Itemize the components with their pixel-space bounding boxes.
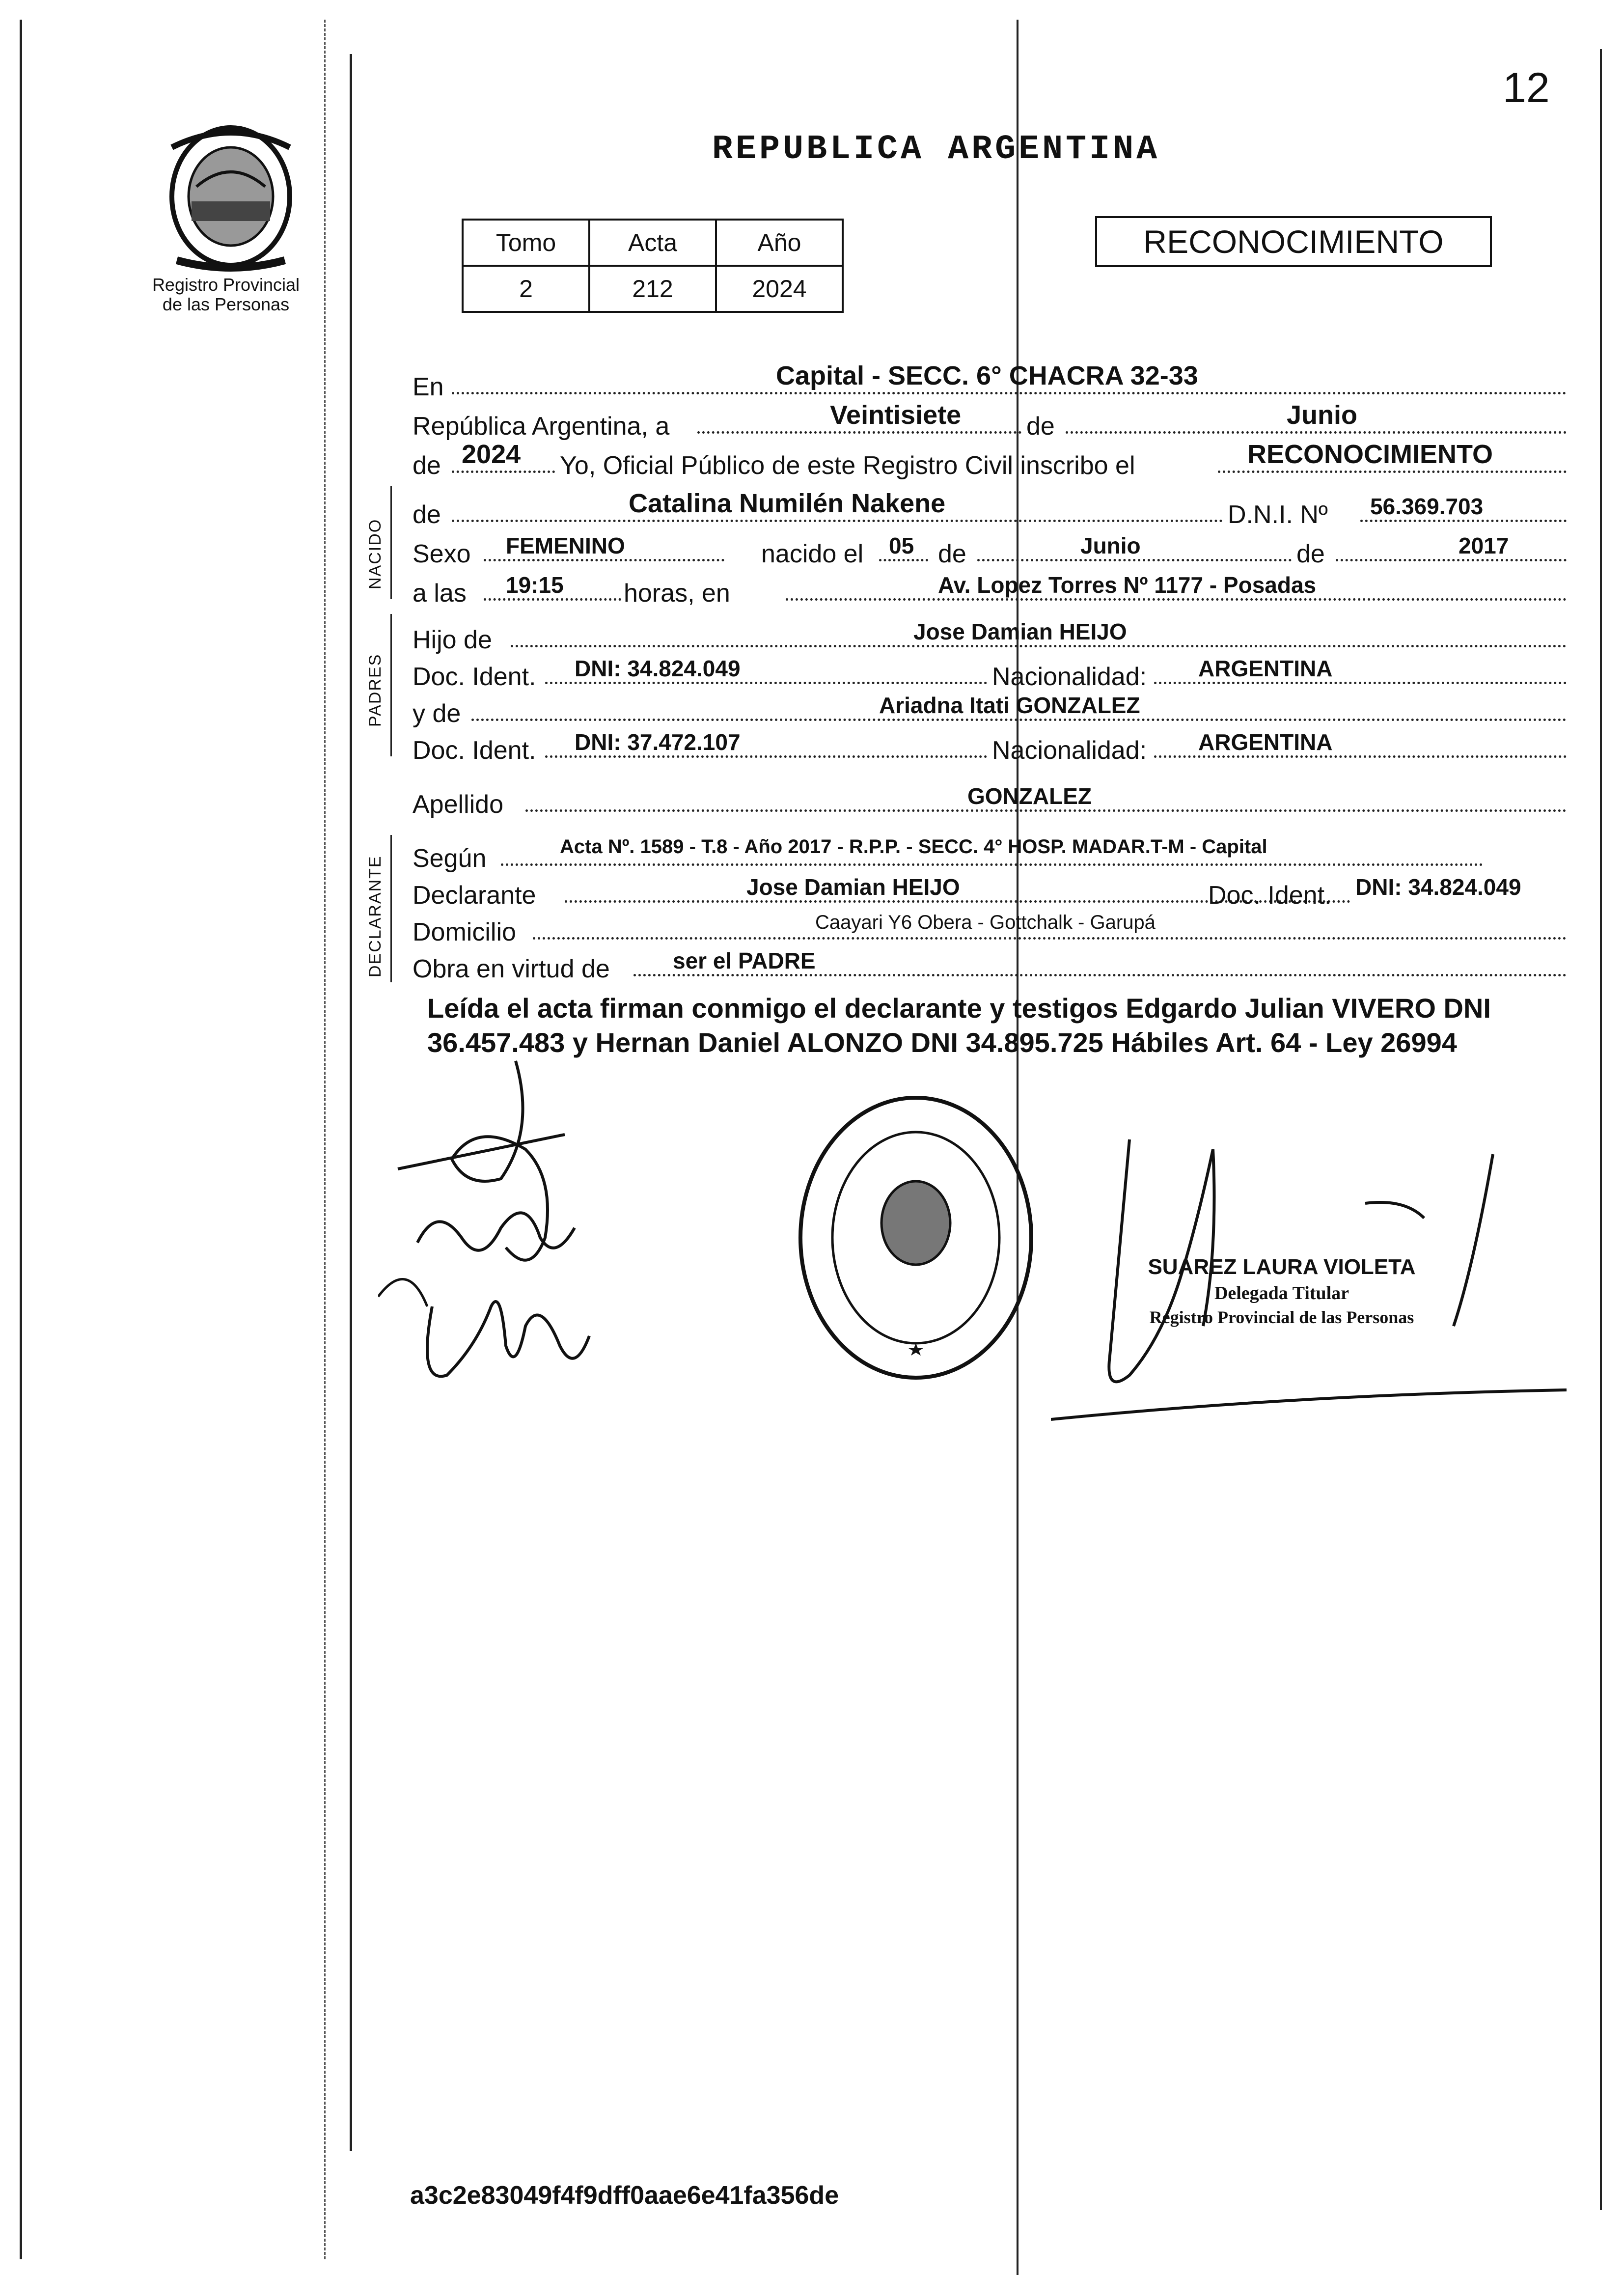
- label-en: En: [413, 373, 444, 401]
- dotted-leader: [786, 598, 1567, 601]
- record-value-acta: 212: [589, 266, 716, 312]
- dotted-leader: [484, 559, 724, 561]
- page-number: 12: [1503, 64, 1550, 111]
- value-nac-mes: Junio: [1080, 533, 1141, 558]
- witness-signatures: [378, 1031, 722, 1424]
- label-segun: Según: [413, 844, 487, 873]
- record-header-tomo: Tomo: [463, 220, 589, 266]
- org-line-2: de las Personas: [162, 294, 290, 314]
- right-margin-line: [1600, 49, 1602, 2210]
- value-hora: 19:15: [506, 572, 564, 598]
- label-horas-en: horas, en: [624, 579, 730, 608]
- row-nombre: [413, 491, 1567, 530]
- record-header-acta: Acta: [589, 220, 716, 266]
- row-segun: [413, 835, 1567, 874]
- dotted-leader: [452, 471, 555, 473]
- label-apellido: Apellido: [413, 790, 504, 819]
- declarante-bracket: [390, 835, 392, 982]
- dotted-leader: [545, 682, 987, 684]
- row-domicilio: [413, 909, 1567, 948]
- value-anio: 2024: [462, 440, 521, 469]
- label-declarante: Declarante: [413, 881, 536, 910]
- official-role: Delegada Titular: [1214, 1283, 1349, 1304]
- side-label-nacido: NACIDO: [366, 518, 385, 589]
- dotted-leader: [501, 863, 1483, 866]
- dotted-leader: [545, 755, 987, 758]
- row-hora: [413, 570, 1567, 609]
- value-padre: Jose Damian HEIJO: [913, 619, 1127, 644]
- value-nac-anio: 2017: [1459, 533, 1509, 558]
- value-madre: Ariadna Itati GONZALEZ: [879, 693, 1140, 718]
- left-margin-line: [350, 54, 352, 2151]
- side-label-declarante: DECLARANTE: [366, 855, 385, 977]
- row-inscribo: [413, 442, 1567, 481]
- label-hijo-de: Hijo de: [413, 626, 492, 654]
- label-y-de: y de: [413, 699, 461, 728]
- dotted-leader: [697, 431, 1021, 434]
- dotted-leader: [977, 559, 1292, 561]
- value-obra: ser el PADRE: [673, 948, 816, 973]
- label-a-las: a las: [413, 579, 467, 608]
- value-sexo: FEMENINO: [506, 533, 625, 558]
- coat-of-arms-icon: [157, 113, 304, 275]
- dotted-leader: [525, 809, 1567, 812]
- value-padre-doc: DNI: 34.824.049: [575, 656, 741, 681]
- dotted-leader: [484, 598, 621, 601]
- label-nacido-el: nacido el: [761, 540, 864, 568]
- document-country-title: REPUBLICA ARGENTINA: [712, 130, 1160, 169]
- row-sexo: [413, 530, 1567, 570]
- label-doc-ident: Doc. Ident.: [1208, 881, 1332, 910]
- row-declarante: [413, 872, 1567, 911]
- value-madre-doc: DNI: 37.472.107: [575, 729, 741, 755]
- record-value-anio: 2024: [716, 266, 843, 312]
- dotted-leader: [452, 392, 1567, 394]
- label-yo: Yo, Oficial Público de este Registro Civil inscribo el: [560, 451, 1135, 480]
- official-name: SUAREZ LAURA VIOLETA: [1148, 1255, 1416, 1279]
- left-edge-line: [20, 20, 22, 2259]
- dotted-leader: [1066, 431, 1567, 434]
- value-segun: Acta Nº. 1589 - T.8 - Año 2017 - R.P.P. - SECC. 4° HOSP. MADAR.T-M - Capital: [560, 836, 1267, 858]
- label-doc-ident: Doc. Ident.: [413, 736, 536, 765]
- row-madre-doc: [413, 727, 1567, 766]
- padres-bracket: [390, 614, 392, 756]
- org-line-1: Registro Provincial: [152, 275, 300, 295]
- dotted-leader: [1218, 471, 1567, 473]
- value-dni: 56.369.703: [1370, 494, 1484, 519]
- dotted-leader: [1154, 682, 1567, 684]
- dotted-leader: [511, 645, 1567, 647]
- value-lugar: Capital - SECC. 6° CHACRA 32-33: [776, 361, 1198, 390]
- side-label-padres: PADRES: [366, 653, 385, 727]
- value-nombre: Catalina Numilén Nakene: [629, 489, 946, 518]
- label-de: de: [938, 540, 966, 568]
- official-org: Registro Provincial de las Personas: [1149, 1307, 1414, 1327]
- label-de: de: [1026, 412, 1055, 441]
- value-declarante-doc: DNI: 34.824.049: [1355, 874, 1521, 900]
- document-type-box: RECONOCIMIENTO: [1095, 216, 1492, 267]
- label-republica: República Argentina, a: [413, 412, 670, 441]
- label-de: de: [413, 451, 441, 480]
- label-domicilio: Domicilio: [413, 918, 516, 946]
- row-apellido: [413, 781, 1567, 820]
- label-de: de: [413, 500, 441, 529]
- value-madre-nac: ARGENTINA: [1198, 729, 1333, 755]
- row-padre-doc: [413, 653, 1567, 693]
- value-domicilio: Caayari Y6 Obera - Gottchalk - Garupá: [815, 912, 1156, 933]
- dotted-leader: [1336, 559, 1567, 561]
- label-nacionalidad: Nacionalidad:: [992, 736, 1147, 765]
- registry-seal-stamp: [796, 1090, 1036, 1385]
- value-padre-nac: ARGENTINA: [1198, 656, 1333, 681]
- perforation-line: [324, 20, 326, 2259]
- label-obra: Obra en virtud de: [413, 955, 610, 983]
- record-table: [462, 219, 844, 313]
- row-obra: [413, 945, 1567, 985]
- document-hash: a3c2e83049f4f9dff0aae6e41fa356de: [410, 2181, 839, 2210]
- dotted-leader: [452, 520, 1223, 522]
- row-fecha: [413, 400, 1567, 442]
- dotted-leader: [471, 719, 1567, 721]
- value-dia: Veintisiete: [830, 400, 962, 430]
- dotted-leader: [533, 937, 1567, 940]
- row-en: [413, 363, 1567, 403]
- dotted-leader: [1154, 755, 1567, 758]
- value-mes: Junio: [1287, 400, 1357, 430]
- label-dni: D.N.I. Nº: [1228, 500, 1328, 529]
- value-lugar-nac: Av. Lopez Torres Nº 1177 - Posadas: [938, 572, 1317, 598]
- label-sexo: Sexo: [413, 540, 471, 568]
- official-block: [1095, 1255, 1468, 1328]
- record-header-anio: Año: [716, 220, 843, 266]
- value-nac-dia: 05: [889, 533, 914, 558]
- closing-note: Leída el acta firman conmigo el declarante y testigos Edgardo Julian VIVERO DNI 36.457.483 y Hernan Daniel ALONZO DNI 34.895.725 Hábiles Art. 64 - Ley 26994: [427, 993, 1491, 1058]
- value-acto: RECONOCIMIENTO: [1247, 440, 1493, 469]
- dotted-leader: [633, 974, 1567, 976]
- row-madre: [413, 690, 1567, 729]
- record-value-tomo: 2: [463, 266, 589, 312]
- label-de: de: [1296, 540, 1325, 568]
- value-declarante: Jose Damian HEIJO: [746, 874, 960, 900]
- label-doc-ident: Doc. Ident.: [413, 663, 536, 691]
- dotted-leader: [879, 559, 928, 561]
- label-nacionalidad: Nacionalidad:: [992, 663, 1147, 691]
- nacido-bracket: [390, 486, 392, 599]
- registry-org-name: [113, 275, 339, 314]
- dotted-leader: [1360, 520, 1567, 522]
- row-padre: [413, 616, 1567, 656]
- value-apellido: GONZALEZ: [967, 783, 1092, 809]
